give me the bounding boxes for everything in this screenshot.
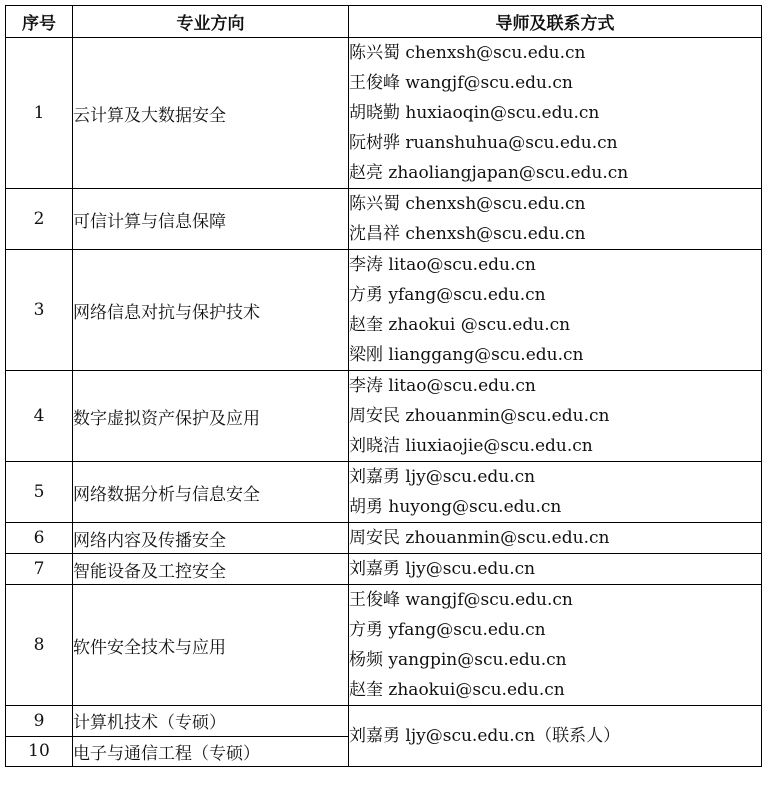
mentor-contact: 刘嘉勇 ljy@scu.edu.cn（联系人） [349,726,621,746]
header-direction: 专业方向 [73,6,349,38]
mentor-list [349,523,762,554]
mentor-contact: 陈兴蜀 chenxsh@scu.edu.cn [349,43,586,63]
row-index: 2 [6,189,73,250]
row-direction: 云计算及大数据安全 [73,38,349,189]
mentor-contact: 王俊峰 wangjf@scu.edu.cn [349,590,573,610]
table-row [6,523,762,554]
table-row [6,706,762,737]
row-direction: 网络内容及传播安全 [73,523,349,554]
row-index: 4 [6,371,73,462]
mentor-contact: 周安民 zhouanmin@scu.edu.cn [349,406,610,426]
row-direction: 计算机技术（专硕） [73,706,349,737]
table-row [6,38,762,189]
mentor-list [349,371,762,462]
row-index: 8 [6,585,73,706]
table-header-row [6,6,762,38]
row-index: 10 [6,736,73,767]
header-mentors: 导师及联系方式 [349,6,762,38]
row-direction: 智能设备及工控安全 [73,554,349,585]
mentor-list [349,38,762,189]
row-direction: 网络信息对抗与保护技术 [73,250,349,371]
header-index: 序号 [6,6,73,38]
mentor-contact: 刘嘉勇 ljy@scu.edu.cn [349,467,536,487]
mentor-contact: 方勇 yfang@scu.edu.cn [349,285,546,305]
mentor-contact: 赵奎 zhaokui @scu.edu.cn [349,315,571,335]
mentor-contact: 李涛 litao@scu.edu.cn [349,255,536,275]
shared-mentor-cell [349,706,762,767]
row-index: 5 [6,462,73,523]
table-row [6,250,762,371]
mentor-contact: 方勇 yfang@scu.edu.cn [349,620,546,640]
row-index: 1 [6,38,73,189]
table-row [6,189,762,250]
mentor-list [349,462,762,523]
row-direction: 数字虚拟资产保护及应用 [73,371,349,462]
row-index: 3 [6,250,73,371]
table-row [6,371,762,462]
row-direction: 网络数据分析与信息安全 [73,462,349,523]
mentor-contact: 陈兴蜀 chenxsh@scu.edu.cn [349,194,586,214]
mentor-contact: 周安民 zhouanmin@scu.edu.cn [349,528,610,548]
row-index: 7 [6,554,73,585]
mentor-list [349,189,762,250]
mentor-contact: 沈昌祥 chenxsh@scu.edu.cn [349,224,586,244]
mentor-contact: 赵亮 zhaoliangjapan@scu.edu.cn [349,163,629,183]
row-direction: 电子与通信工程（专硕） [73,736,349,767]
mentor-contact: 赵奎 zhaokui@scu.edu.cn [349,680,565,700]
mentor-contact: 刘嘉勇 ljy@scu.edu.cn [349,559,536,579]
mentor-contact: 梁刚 lianggang@scu.edu.cn [349,345,584,365]
mentor-contact: 胡勇 huyong@scu.edu.cn [349,497,562,517]
mentor-contact: 杨频 yangpin@scu.edu.cn [349,650,567,670]
row-direction: 可信计算与信息保障 [73,189,349,250]
mentor-contact: 王俊峰 wangjf@scu.edu.cn [349,73,573,93]
mentor-list [349,554,762,585]
mentor-list [349,585,762,706]
mentor-list [349,250,762,371]
mentor-contact: 刘晓洁 liuxiaojie@scu.edu.cn [349,436,593,456]
mentor-contact: 胡晓勤 huxiaoqin@scu.edu.cn [349,103,600,123]
row-direction: 软件安全技术与应用 [73,585,349,706]
table-row [6,462,762,523]
row-index: 6 [6,523,73,554]
row-index: 9 [6,706,73,737]
mentor-contact: 李涛 litao@scu.edu.cn [349,376,536,396]
table-row [6,585,762,706]
mentor-contact: 阮树骅 ruanshuhua@scu.edu.cn [349,133,618,153]
table-row [6,554,762,585]
mentor-table [5,5,762,767]
